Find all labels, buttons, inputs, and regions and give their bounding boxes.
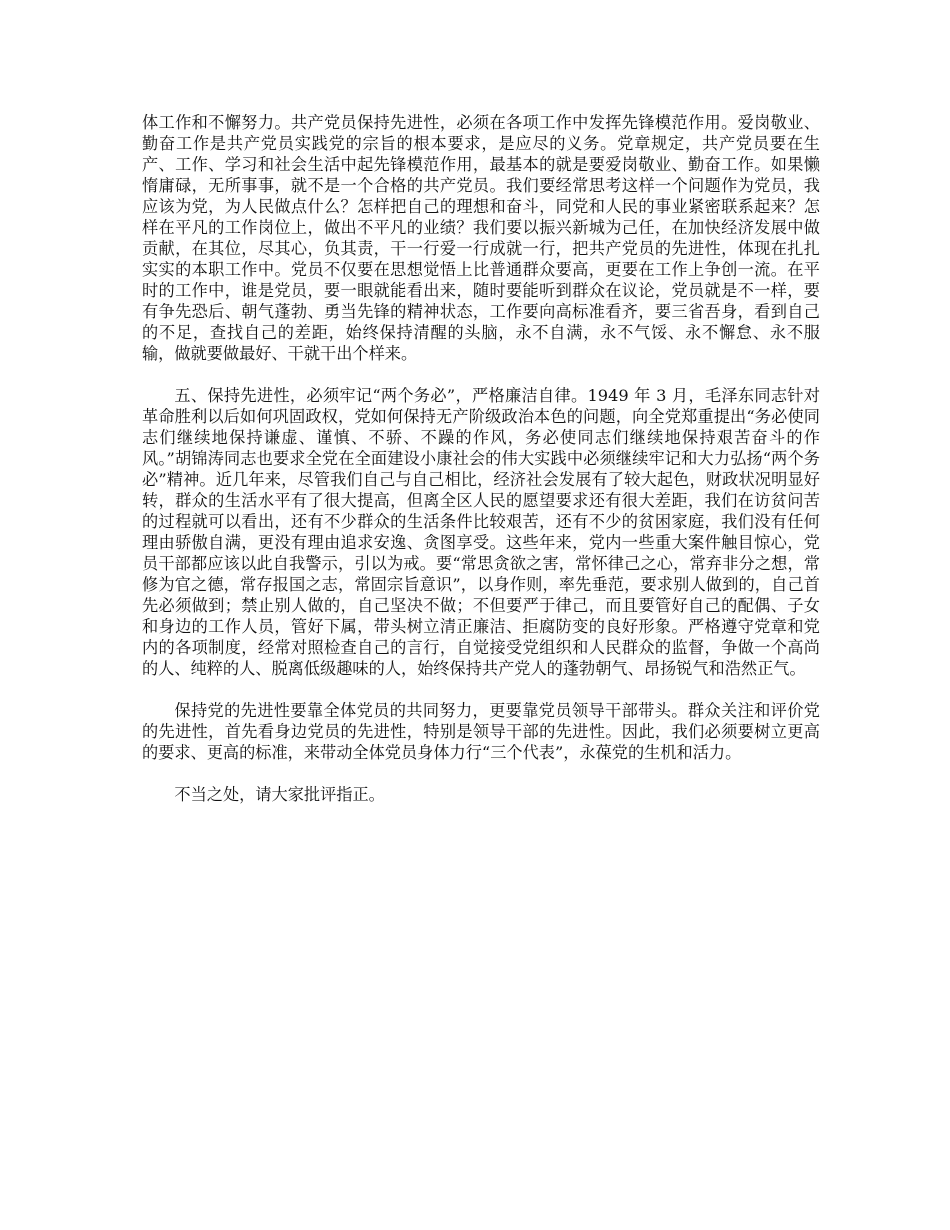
paragraph-continued: 体工作和不懈努力。共产党员保持先进性，必须在各项工作中发挥先锋模范作用。爱岗敬业、勤奋工作是共产党员实践党的宗旨的根本要求，是应尽的义务。党章规定，共产党员要在生产、工作、学习和社会生活中起先锋模范作用，最基本的就是要爱岗敬业、勤奋工作。如果懒惰庸碌，无所事事，就不是一个合格的共产党员。我们要经常思考这样一个问题作为党员，我应该为党，为人民做点什么？怎样把自己的理想和奋斗，同党和人民的事业紧密联系起来？怎样在平凡的工作岗位上，做出不平凡的业绩？我们要以振兴新城为己任，在加快经济发展中做贡献，在其位，尽其心，负其责，干一行爱一行成就一行，把共产党员的先进性，体现在扎扎实实的本职工作中。党员不仅要在思想觉悟上比普通群众要高，更要在工作上争创一流。在平时的工作中，谁是党员，要一眼就能看出来，随时要能听到群众在议论，党员就是不一样，要有争先恐后、朝气蓬勃、勇当先锋的精神状态，工作要向高标准看齐，要三省吾身，看到自己的不足，查找自己的差距，始终保持清醒的头脑，永不自满，永不气馁、永不懈怠、永不服输，做就要做最好、干就干出个样来。	[142, 113, 820, 363]
paragraph-closing: 不当之处，请大家批评指正。	[174, 785, 385, 804]
document-body	[142, 112, 820, 826]
paragraph-conclusion: 保持党的先进性要靠全体党员的共同努力，更要靠党员领导干部带头。群众关注和评价党的先进性，首先看身边党员的先进性，特别是领导干部的先进性。因此，我们必须要树立更高的要求、更高的标准，来带动全体党员身体力行“三个代表”，永葆党的生机和活力。	[142, 701, 820, 762]
paragraph-section-five: 五、保持先进性，必须牢记“两个务必”，严格廉洁自律。1949 年 3 月，毛泽东同志针对革命胜利以后如何巩固政权，党如何保持无产阶级政治本色的问题，向全党郑重提出“务必使同志们继续地保持谦虚、谨慎、不骄、不躁的作风，务必使同志们继续地保持艰苦奋斗的作风。”胡锦涛同志也要求全党在全面建设小康社会的伟大实践中必须继续牢记和大力弘扬“两个务必”精神。近几年来，尽管我们自己与自己相比，经济社会发展有了较大起色，财政状况明显好转，群众的生活水平有了很大提高，但离全区人民的愿望要求还有很大差距，我们在访贫问苦的过程就可以看出，还有不少群众的生活条件比较艰苦，还有不少的贫困家庭，我们没有任何理由骄傲自满，更没有理由追求安逸、贪图享受。这些年来，党内一些重大案件触目惊心，党员干部都应该以此自我警示，引以为戒。要“常思贪欲之害，常怀律己之心，常弃非分之想，常修为官之德，常存报国之志，常固宗旨意识”，以身作则，率先垂范，要求别人做到的，自己首先必须做到；禁止别人做的，自己坚决不做；不但要严于律己，而且要管好自己的配偶、子女和身边的工作人员，管好下属，带头树立清正廉洁、拒腐防变的良好形象。严格遵守党章和党内的各项制度，经常对照检查自己的言行，自觉接受党组织和人民群众的监督，争做一个高尚的人、纯粹的人、脱离低级趣味的人，始终保持共产党人的蓬勃朝气、昂扬锐气和浩然正气。	[142, 386, 820, 678]
